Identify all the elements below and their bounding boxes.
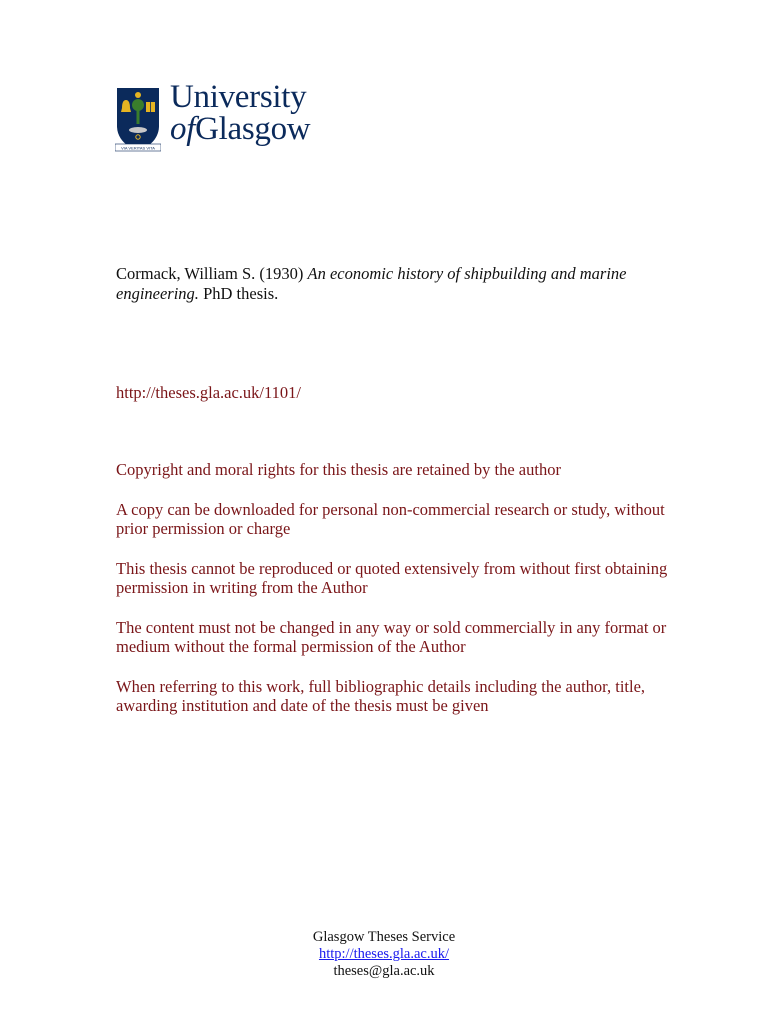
- university-wordmark: [170, 79, 311, 147]
- rights-statement: Copyright and moral rights for this thesis are retained by the author: [116, 460, 561, 479]
- rights-statement: When referring to this work, full bibliographic details including the author, title, awarding institution and date of the thesis must be given: [116, 676, 646, 715]
- citation-type: PhD thesis.: [198, 284, 279, 303]
- rights-statement: A copy can be downloaded for personal non-commercial research or study, without prior permission or charge: [116, 499, 665, 538]
- university-logo: [115, 79, 345, 156]
- wordmark-glasgow: Glasgow: [195, 111, 311, 147]
- rights-statements: [116, 460, 676, 736]
- citation-author-year: Cormack, William S. (1930): [116, 264, 308, 283]
- rights-statement: This thesis cannot be reproduced or quoted extensively from without first obtaining permission in writing from the Author: [116, 558, 668, 597]
- rights-statement: The content must not be changed in any way or sold commercially in any format or medium without the formal permission of the Author: [116, 617, 667, 656]
- thesis-url[interactable]: http://theses.gla.ac.uk/1101/: [116, 383, 301, 402]
- footer-email[interactable]: theses@gla.ac.uk: [333, 963, 435, 979]
- wordmark-line2: [170, 111, 311, 147]
- wordmark-of: of: [170, 111, 196, 147]
- motto-text: VIA VERITAS VITA: [121, 145, 155, 151]
- wordmark-line1: University: [170, 79, 307, 115]
- footer-link[interactable]: http://theses.gla.ac.uk/: [318, 946, 450, 962]
- citation-title: An economic history of shipbuilding and marine engineering.: [116, 264, 627, 303]
- thesis-citation: [116, 264, 676, 304]
- university-crest-icon: [115, 86, 161, 152]
- footer-service-name: Glasgow Theses Service: [312, 929, 456, 945]
- footer: [0, 929, 768, 980]
